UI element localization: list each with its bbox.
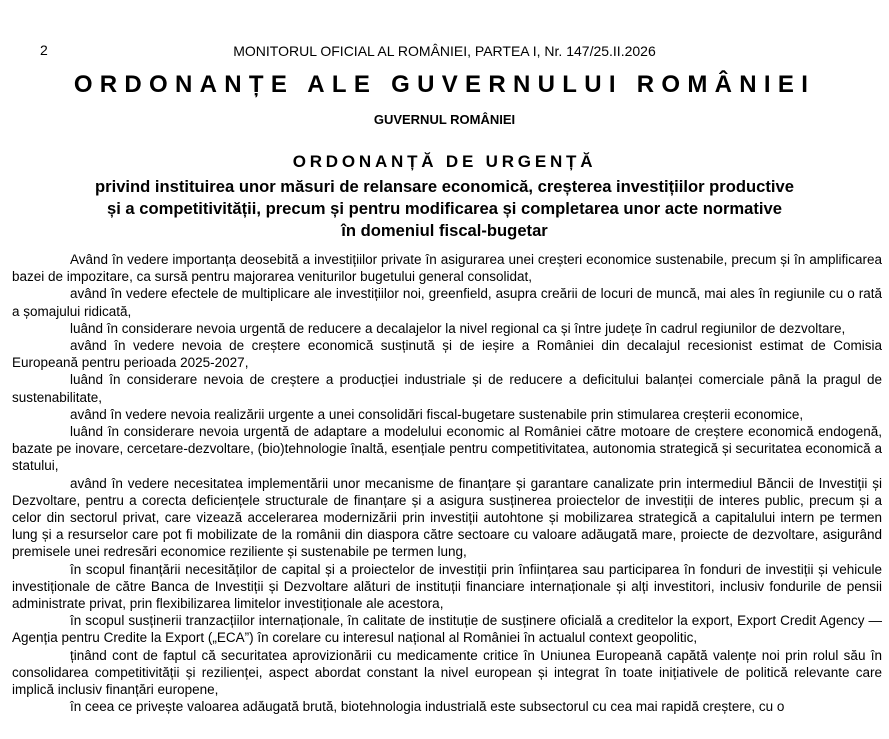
preamble-paragraph: având în vedere efectele de multiplicare ale investițiilor noi, greenfield, asupra creării de locuri de muncă, mai ales în regiunile cu o rată a șomajului ridicată,	[12, 286, 882, 319]
preamble-paragraph: având în vedere nevoia de creștere economică susținută și de ieșire a României din decalajul recesionist estimat de Comisia Europeană pentru perioada 2025-2027,	[12, 338, 882, 371]
preamble-paragraph: Având în vedere importanța deosebită a investițiilor private în asigurarea unei creșteri economice sustenabile, precum și în amplificarea bazei de impozitare, ca sursă pentru majorarea veniturilor bugetului general consolidat,	[12, 252, 882, 285]
preamble-paragraph: luând în considerare nevoia de creștere a producției industriale și de reducere a deficitului balanței comerciale până la pragul de sustenabilitate,	[12, 372, 882, 405]
preamble-paragraph: ținând cont de faptul că securitatea aprovizionării cu medicamente critice în Uniunea Europeană capătă valențe noi prin rolul său în consolidarea competitivității și rezilienței, aspect abordat constant la nivel european și integrat în toate inițiativele de politică relevante care implică inclusiv finanțări europene,	[12, 647, 882, 698]
document-subject	[40, 176, 849, 242]
subject-line: privind instituirea unor măsuri de relansare economică, creșterea investițiilor productive	[94, 177, 794, 196]
preamble-paragraph: având în vedere nevoia realizării urgente a unei consolidări fiscal-bugetare sustenabile prin stimularea creșterii economice,	[70, 406, 804, 422]
preamble-paragraph: în scopul finanțării necesităților de capital și a proiectelor de investiții prin înființarea sau participarea în fonduri de investiții și vehicule investiționale de către Banca de Investiții și Dezvoltare alături de instituții financiare internaționale și alți investitori, inclusiv fondurile de pensii administrate privat, prin flexibilizarea limitelor investiționale ale acestora,	[12, 561, 882, 612]
preamble-paragraph: luând în considerare nevoia urgentă de reducere a decalajelor la nivel regional ca și între județe în cadrul regiunilor de dezvoltare,	[70, 320, 846, 336]
subject-line: în domeniul fiscal-bugetar	[341, 221, 548, 240]
preamble-paragraph: având în vedere necesitatea implementării unor mecanisme de finanțare și garantare canalizate prin intermediul Băncii de Investiții și Dezvoltare, pentru a corecta deficiențele structurale de finanțare și a asigura susținerea proiectelor de investiții de interes public, precum și a celor din sectorul privat, care vizează accelerarea modernizării prin investiții autohtone și mobilizarea strategică a capitalului intern pe termen lung și a resurselor care pot fi mobilizate de la românii din diaspora către sectoare cu valoare adăugată mare, proiecte de dezvoltare, asigurând premisele unei redresări economice reziliente și sustenabile pe termen lung,	[12, 475, 882, 560]
preamble-body	[12, 251, 882, 715]
page-number: 2	[40, 42, 48, 58]
subject-line: și a competitivității, precum și pentru modificarea și completarea unor acte normative	[106, 199, 783, 218]
running-header: MONITORUL OFICIAL AL ROMÂNIEI, PARTEA I, Nr. 147/25.II.2026	[233, 43, 656, 59]
section-title: ORDONANȚE ALE GUVERNULUI ROMÂNIEI	[73, 71, 816, 98]
preamble-paragraph: în ceea ce privește valoarea adăugată brută, biotehnologia industrială este subsectorul cu cea mai rapidă creștere, cu o	[70, 699, 785, 715]
preamble-paragraph: luând în considerare nevoia urgentă de adaptare a modelului economic al României către motoare de creștere economică endogenă, bazate pe inovare, cercetare-dezvoltare, (bio)tehnologie înaltă, esențiale pentru competitivitatea, autonomia strategică și securitatea economică a statului,	[12, 424, 882, 474]
issuer-heading: GUVERNUL ROMÂNIEI	[373, 112, 516, 127]
preamble-paragraph: în scopul susținerii tranzacțiilor internaționale, în calitate de instituție de susținere oficială a creditelor la export, Export Credit Agency — Agenția pentru Credite la Export („ECA”) în corelare cu interesul național al României în actualul context geopolitic,	[12, 613, 882, 646]
document-type-heading: ORDONANȚĂ DE URGENȚĂ	[292, 152, 597, 171]
